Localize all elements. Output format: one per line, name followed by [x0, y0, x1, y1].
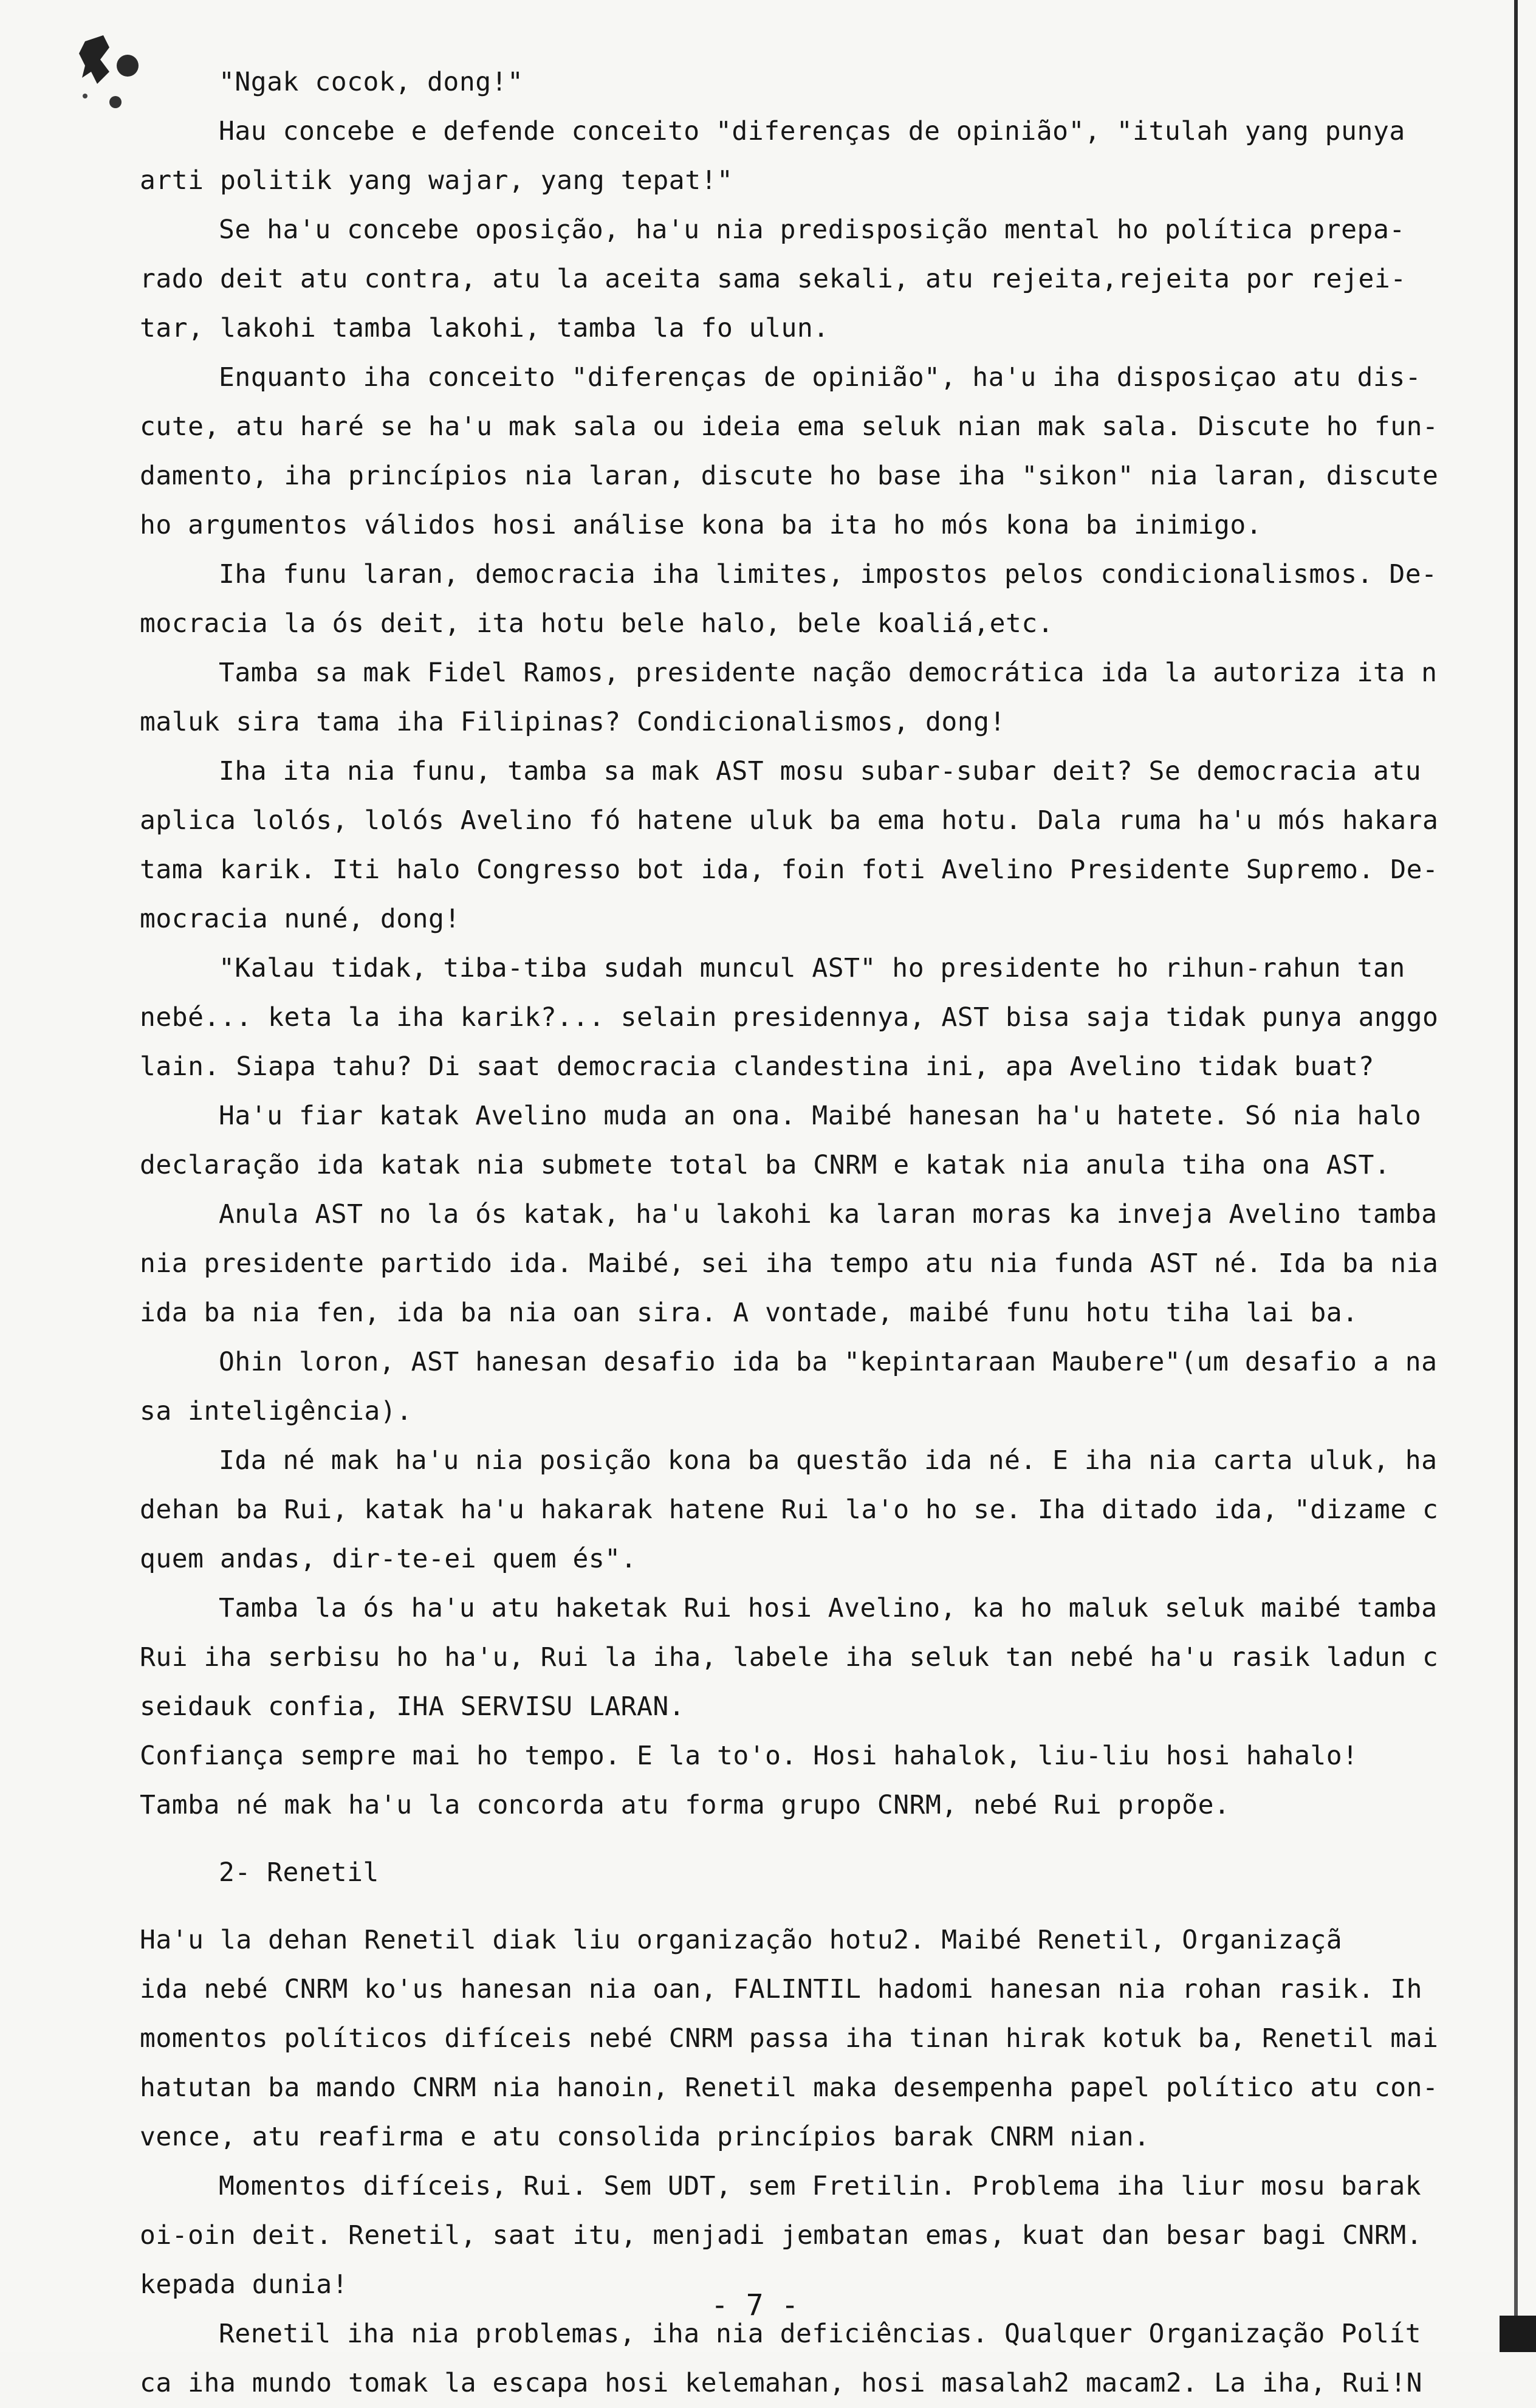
text-line: lain. Siapa tahu? Di saat democracia clandestina ini, apa Avelino tidak buat? — [140, 1051, 1374, 1082]
corner-shadow — [1500, 2316, 1536, 2352]
text-line: momentos políticos difíceis nebé CNRM passa iha tinan hirak kotuk ba, Renetil mai — [140, 2023, 1439, 2054]
text-line: Ha'u la dehan Renetil diak liu organização hotu2. Maibé Renetil, Organizaçã — [140, 1925, 1343, 1955]
text-line: Tamba sa mak Fidel Ramos, presidente nação democrática ida la autoriza ita n — [219, 658, 1438, 688]
text-line: rado deit atu contra, atu la aceita sama sekali, atu rejeita,rejeita por rejei- — [140, 264, 1407, 294]
text-line: Iha ita nia funu, tamba sa mak AST mosu subar-subar deit? Se democracia atu — [219, 756, 1422, 786]
text-line: Anula AST no la ós katak, ha'u lakohi ka laran moras ka inveja Avelino tamba — [219, 1199, 1438, 1230]
text-line: declaração ida katak nia submete total ba CNRM e katak nia anula tiha ona AST. — [140, 1150, 1391, 1180]
text-line: hatutan ba mando CNRM nia hanoin, Renetil maka desempenha papel político atu con- — [140, 2073, 1439, 2103]
text-line: ca iha mundo tomak la escapa hosi kelemahan, hosi masalah2 macam2. La iha, Rui!N — [140, 2368, 1423, 2398]
text-line: Se ha'u concebe oposição, ha'u nia predisposição mental ho política prepa- — [219, 215, 1405, 245]
text-line: Ida né mak ha'u nia posição kona ba questão ida né. E iha nia carta uluk, ha — [219, 1445, 1438, 1476]
text-line: Hau concebe e defende conceito "diferenças de opinião", "itulah yang punya — [219, 116, 1405, 146]
text-line: maluk sira tama iha Filipinas? Condicionalismos, dong! — [140, 707, 1006, 737]
text-line: quem andas, dir-te-ei quem és". — [140, 1544, 637, 1574]
text-line: cute, atu haré se ha'u mak sala ou ideia ema seluk nian mak sala. Discute ho fun- — [140, 411, 1439, 442]
text-line: tar, lakohi tamba lakohi, tamba la fo ulun. — [140, 313, 829, 343]
text-line: kepada dunia! — [140, 2269, 349, 2300]
text-line: mocracia nuné, dong! — [140, 904, 461, 934]
text-line: Iha funu laran, democracia iha limites, impostos pelos condicionalismos. De- — [219, 559, 1438, 590]
text-line: Momentos difíceis, Rui. Sem UDT, sem Fretilin. Problema iha liur mosu barak — [219, 2171, 1422, 2201]
text-line: mocracia la ós deit, ita hotu bele halo, bele koaliá,etc. — [140, 608, 1054, 639]
text-line: "Kalau tidak, tiba-tiba sudah muncul AST" ho presidente ho rihun-rahun tan — [219, 953, 1405, 983]
text-line: Tamba né mak ha'u la concorda atu forma grupo CNRM, nebé Rui propõe. — [140, 1790, 1230, 1820]
text-line: Ohin loron, AST hanesan desafio ida ba "kepintaraan Maubere"(um desafio a na — [219, 1347, 1438, 1377]
text-line: sa inteligência). — [140, 1396, 413, 1426]
text-line: "Ngak cocok, dong!" — [219, 67, 524, 97]
text-line: tama karik. Iti halo Congresso bot ida, foin foti Avelino Presidente Supremo. De- — [140, 855, 1439, 885]
text-line: damento, iha princípios nia laran, discute ho base iha "sikon" nia laran, discute — [140, 461, 1439, 491]
text-line: arti politik yang wajar, yang tepat!" — [140, 165, 733, 196]
page-number: - 7 - — [711, 2288, 799, 2322]
section-heading: 2- Renetil — [219, 1857, 379, 1888]
text-line: oi-oin deit. Renetil, saat itu, menjadi jembatan emas, kuat dan besar bagi CNRM. — [140, 2220, 1423, 2251]
text-line: aplica lolós, lolós Avelino fó hatene uluk ba ema hotu. Dala ruma ha'u mós hakara — [140, 805, 1439, 836]
text-line: Rui iha serbisu ho ha'u, Rui la iha, labele iha seluk tan nebé ha'u rasik ladun c — [140, 1642, 1439, 1673]
text-line: ho argumentos válidos hosi análise kona ba ita ho mós kona ba inimigo. — [140, 510, 1263, 540]
text-line: Renetil iha nia problemas, iha nia deficiências. Qualquer Organização Polít — [219, 2319, 1422, 2349]
document-body — [140, 58, 1486, 2408]
text-line: ida ba nia fen, ida ba nia oan sira. A vontade, maibé funu hotu tiha lai ba. — [140, 1298, 1359, 1328]
text-line: dehan ba Rui, katak ha'u hakarak hatene Rui la'o ho se. Iha ditado ida, "dizame c — [140, 1495, 1439, 1525]
text-line: Tamba la ós ha'u atu haketak Rui hosi Avelino, ka ho maluk seluk maibé tamba — [219, 1593, 1438, 1623]
text-line: nia presidente partido ida. Maibé, sei iha tempo atu nia funda AST né. Ida ba nia — [140, 1248, 1439, 1279]
text-line: nebé... keta la iha karik?... selain presidennya, AST bisa saja tidak punya anggo — [140, 1002, 1439, 1033]
text-line: Confiança sempre mai ho tempo. E la to'o. Hosi hahalok, liu-liu hosi hahalo! — [140, 1741, 1359, 1771]
text-line: ida nebé CNRM ko'us hanesan nia oan, FALINTIL hadomi hanesan nia rohan rasik. Ih — [140, 1974, 1423, 2004]
right-edge-rule — [1514, 0, 1518, 2352]
text-line: Enquanto iha conceito "diferenças de opinião", ha'u iha disposiçao atu dis- — [219, 362, 1422, 393]
text-line: vence, atu reafirma e atu consolida princípios barak CNRM nian. — [140, 2122, 1150, 2152]
text-line: Ha'u fiar katak Avelino muda an ona. Maibé hanesan ha'u hatete. Só nia halo — [219, 1101, 1422, 1131]
text-line: seidauk confia, IHA SERVISU LARAN. — [140, 1691, 685, 1722]
